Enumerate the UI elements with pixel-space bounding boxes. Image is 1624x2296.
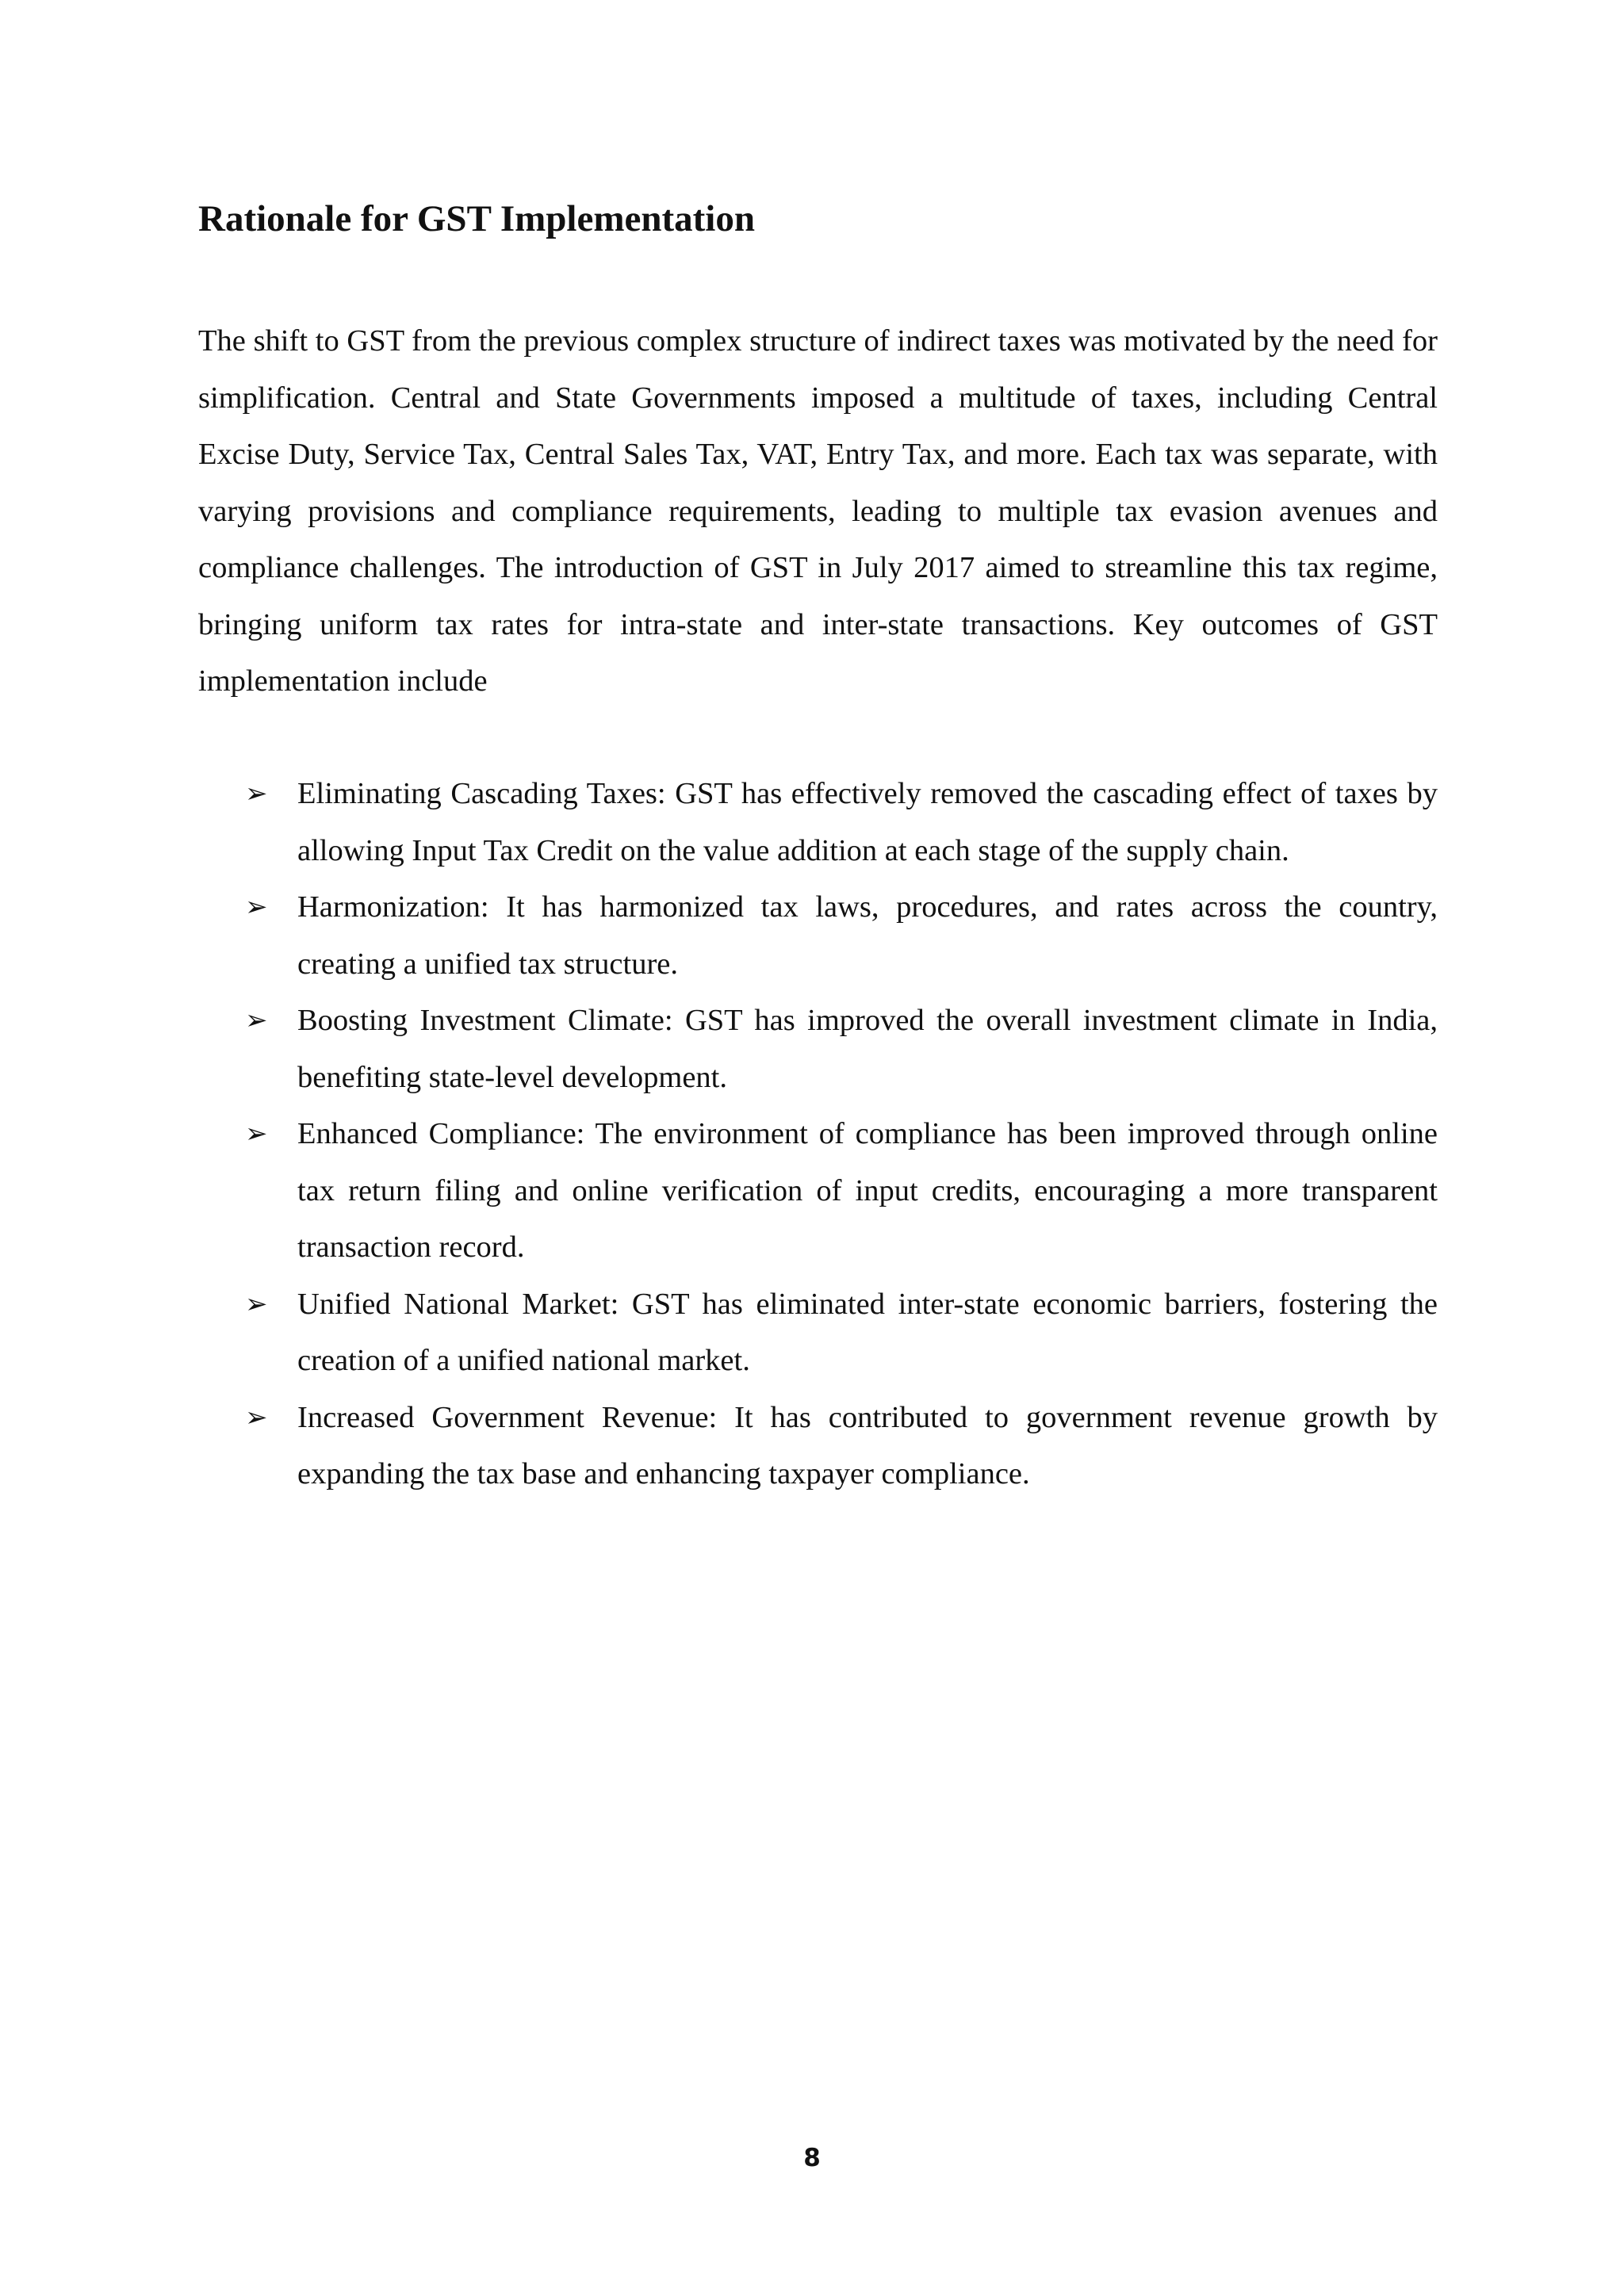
page-number: 8 xyxy=(803,2144,821,2172)
list-item-text: Enhanced Compliance: The environment of compliance has been improved through online tax return filing and online verification of input credits, encouraging a more transparent transaction record. xyxy=(297,1117,1438,1264)
intro-paragraph: The shift to GST from the previous complex structure of indirect taxes was motivated by the need for simplification. Central and State Governments imposed a multitude of taxes, including Central Excise Duty, Service Tax, Central Sales Tax, VAT, Entry Tax, and more. Each tax was separate, with varying provisions and compliance requirements, leading to multiple tax evasion avenues and compliance challenges. The introduction of GST in July 2017 aimed to streamline this tax regime, bringing uniform tax rates for intra-state and inter-state transactions. Key outcomes of GST implementation include xyxy=(198,324,1438,698)
arrow-bullet-icon: ➢ xyxy=(245,778,268,809)
arrow-bullet-icon: ➢ xyxy=(245,1401,268,1433)
section-heading: Rationale for GST Implementation xyxy=(198,198,755,239)
list-item-text: Unified National Market: GST has eliminated inter-state economic barriers, fostering the creation of a unified national market. xyxy=(297,1287,1438,1377)
list-item-text: Boosting Investment Climate: GST has improved the overall investment climate in India, benefiting state-level development. xyxy=(297,1004,1438,1094)
arrow-bullet-icon: ➢ xyxy=(245,1004,268,1036)
arrow-bullet-icon: ➢ xyxy=(245,1288,268,1320)
outcomes-list xyxy=(198,766,1438,1503)
list-item xyxy=(198,1106,1438,1276)
list-item-text: Increased Government Revenue: It has contributed to government revenue growth by expanding the tax base and enhancing taxpayer compliance. xyxy=(297,1400,1438,1490)
list-item xyxy=(198,1276,1438,1390)
list-item-text: Harmonization: It has harmonized tax laws, procedures, and rates across the country, creating a unified tax structure. xyxy=(297,890,1438,981)
list-item xyxy=(198,766,1438,879)
list-item-text: Eliminating Cascading Taxes: GST has effectively removed the cascading effect of taxes by allowing Input Tax Credit on the value addition at each stage of the supply chain. xyxy=(297,777,1438,867)
arrow-bullet-icon: ➢ xyxy=(245,1118,268,1150)
list-item xyxy=(198,1390,1438,1503)
list-item xyxy=(198,879,1438,993)
list-item xyxy=(198,993,1438,1106)
arrow-bullet-icon: ➢ xyxy=(245,891,268,923)
